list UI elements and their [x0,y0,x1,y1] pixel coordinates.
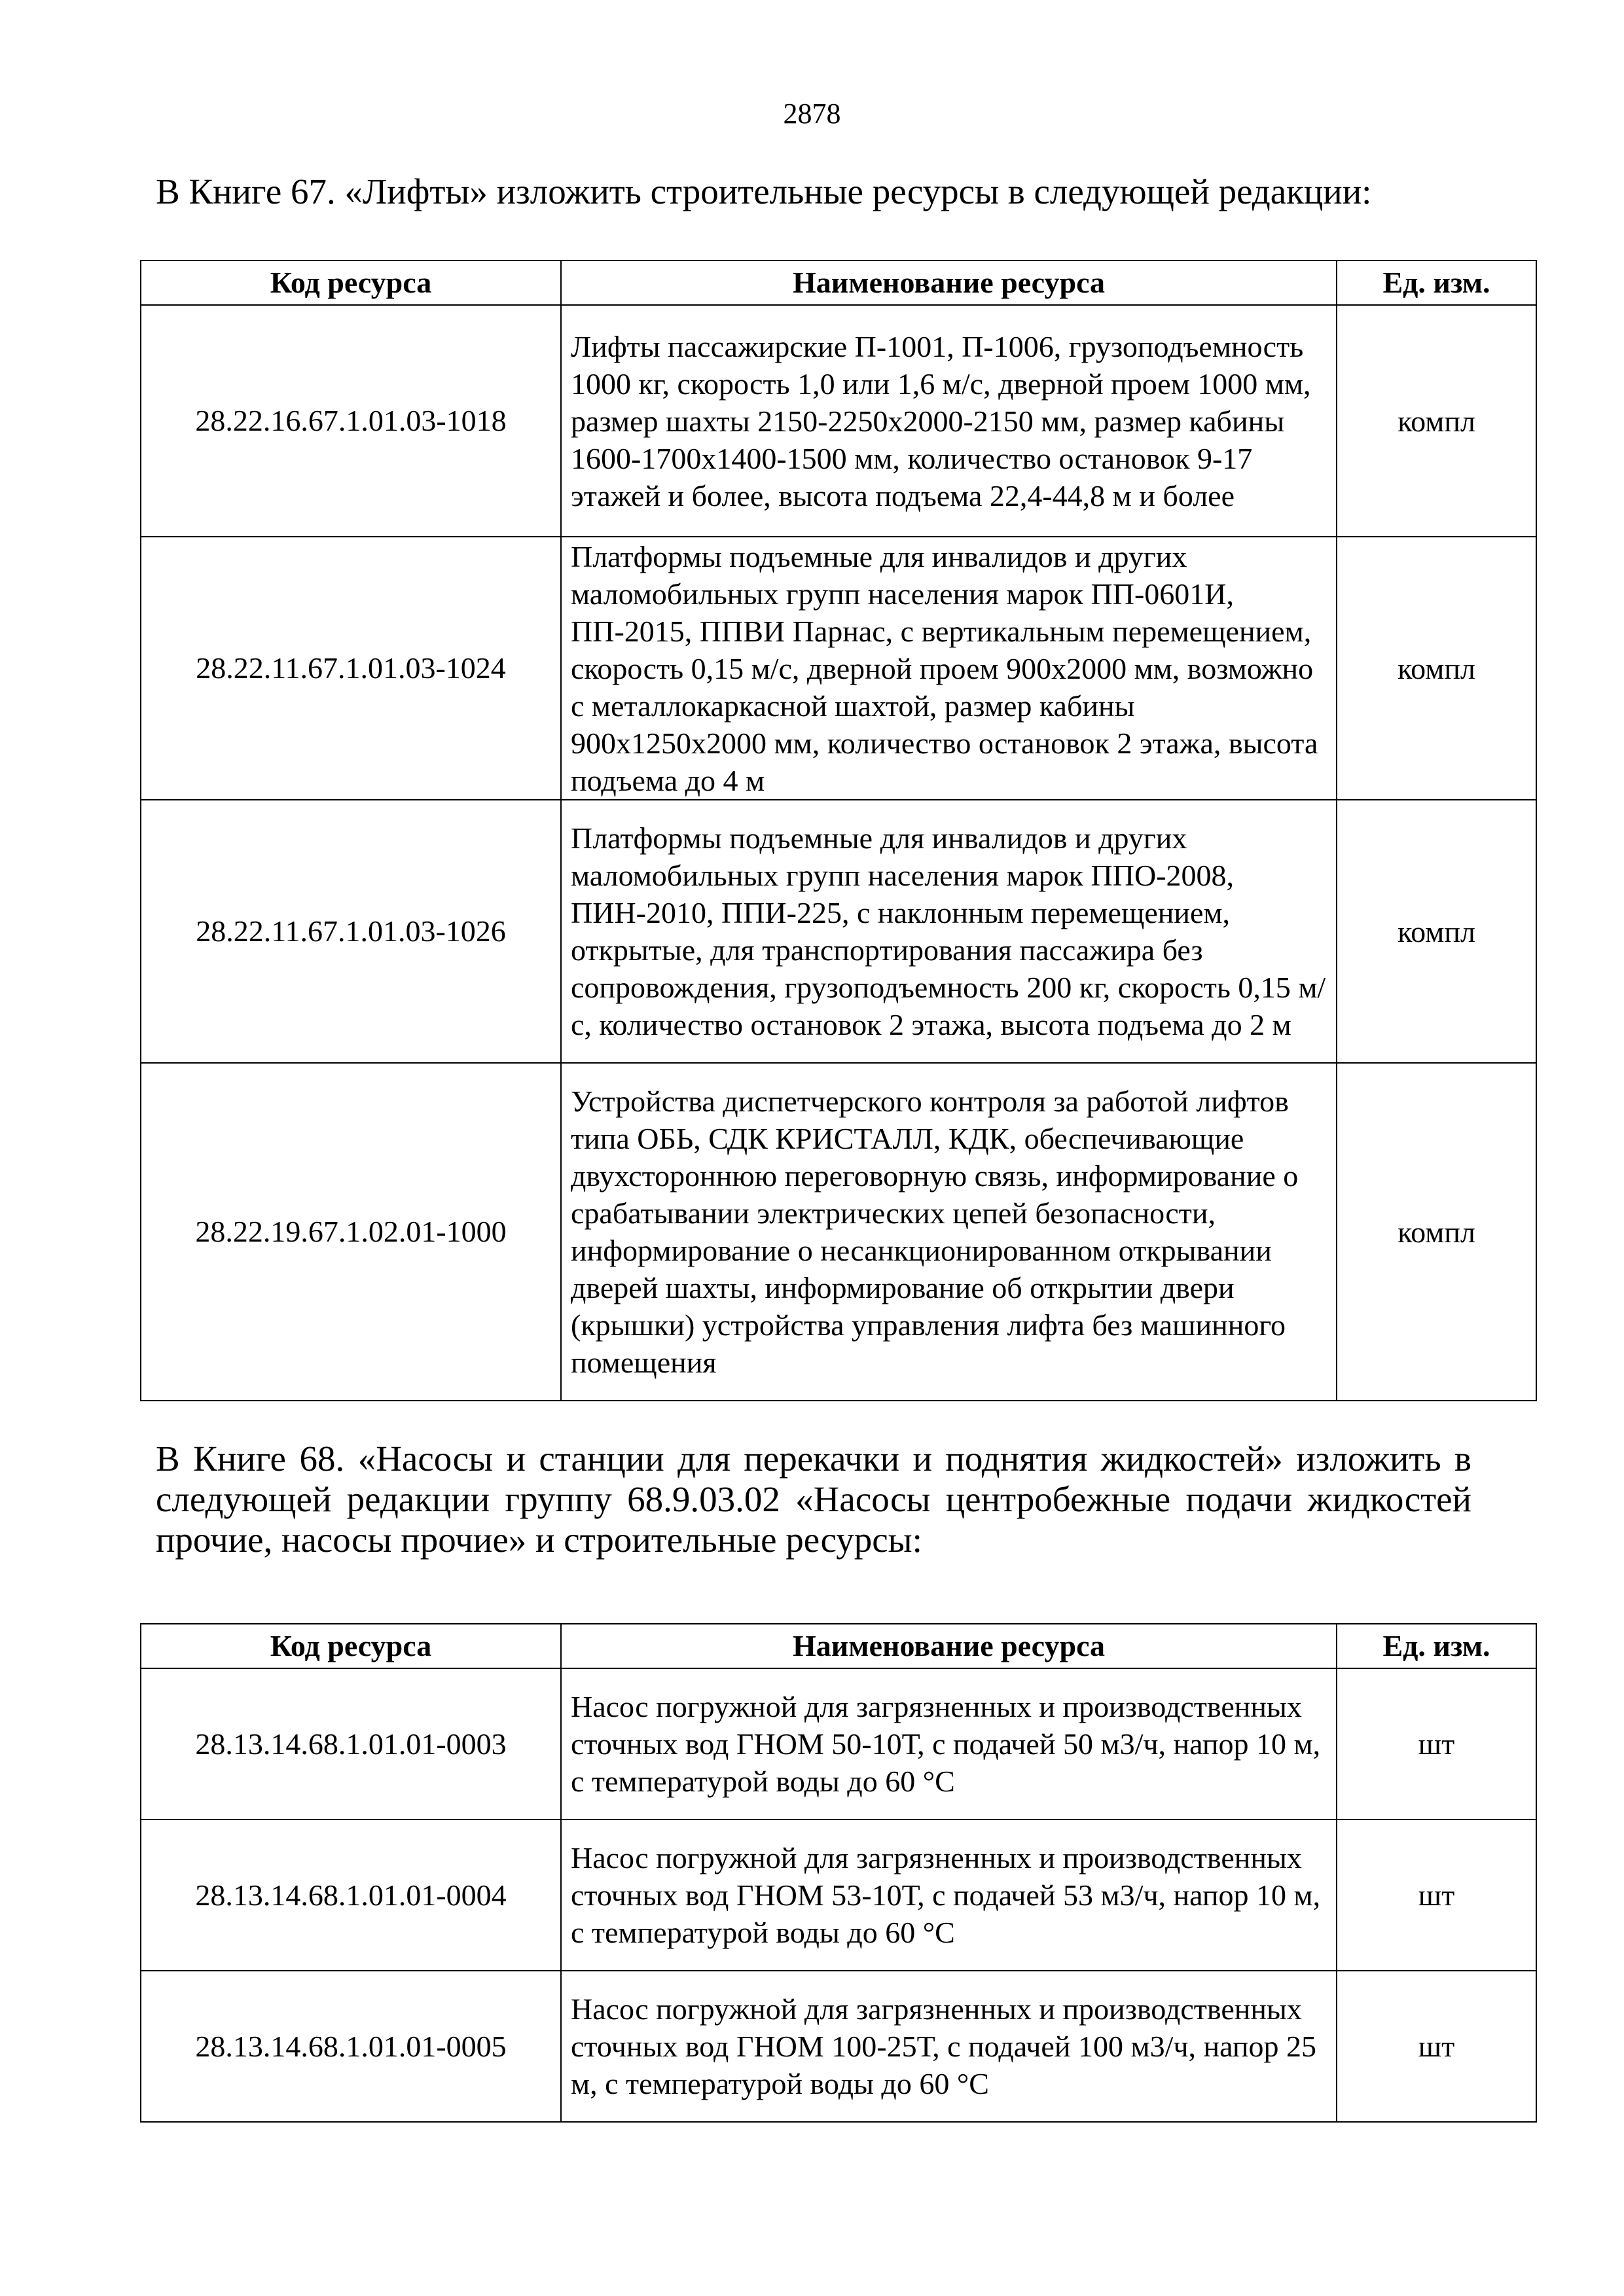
resource-code: 28.22.11.67.1.01.03-1026 [141,800,561,1063]
table-row [141,1668,1536,1820]
table-row [141,1063,1536,1401]
resource-unit: компл [1337,1063,1536,1401]
resource-name: Платформы подъемные для инвалидов и других маломобильных групп населения марок ПП-0601И, ПП-2015, ППВИ Парнас, с вертикальным перемещением, скорость 0,15 м/с, дверной проем 900х2000 мм, возможно с металлокаркасной шахтой, размер кабины 900х1250х2000 мм, количество остановок 2 этажа, высота подъема до 4 м [561,537,1337,800]
resource-name: Насос погружной для загрязненных и производственных сточных вод ГНОМ 100-25Т, с подачей 100 м3/ч, напор 25 м, с температурой воды до 60 °С [561,1971,1337,2122]
resource-code: 28.22.16.67.1.01.03-1018 [141,305,561,537]
resource-unit: шт [1337,1971,1536,2122]
resource-name: Устройства диспетчерского контроля за работой лифтов типа ОБЬ, СДК КРИСТАЛЛ, КДК, обеспечивающие двухстороннюю переговорную связь, информирование о срабатывании электрических цепей безопасности, информирование о несанкционированном открывании дверей шахты, информирование об открытии двери (крышки) устройства управления лифта без машинного помещения [561,1063,1337,1401]
section1-intro: В Книге 67. «Лифты» изложить строительные ресурсы в следующей редакции: [156,171,1372,211]
resource-unit: шт [1337,1820,1536,1971]
resource-name: Лифты пассажирские П-1001, П-1006, грузоподъемность 1000 кг, скорость 1,0 или 1,6 м/с, дверной проем 1000 мм, размер шахты 2150-2250х2000-2150 мм, размер кабины 1600-1700х1400-1500 мм, количество остановок 9-17 этажей и более, высота подъема 22,4-44,8 м и более [561,305,1337,537]
resource-code: 28.22.11.67.1.01.03-1024 [141,537,561,800]
resource-name: Платформы подъемные для инвалидов и других маломобильных групп населения марок ППО-2008, ПИН-2010, ППИ-225, с наклонным перемещением, открытые, для транспортирования пассажира без сопровождения, грузоподъемность 200 кг, скорость 0,15 м/с, количество остановок 2 этажа, высота подъема до 2 м [561,800,1337,1063]
resource-name: Насос погружной для загрязненных и производственных сточных вод ГНОМ 53-10Т, с подачей 53 м3/ч, напор 10 м, с температурой воды до 60 °С [561,1820,1337,1971]
resource-unit: компл [1337,800,1536,1063]
table-row [141,1971,1536,2122]
pumps-resource-table [140,1623,1537,2123]
resource-unit: компл [1337,305,1536,537]
header-code: Код ресурса [141,1624,561,1668]
header-name: Наименование ресурса [561,1624,1337,1668]
table-header-row [141,260,1536,305]
resource-code: 28.22.19.67.1.02.01-1000 [141,1063,561,1401]
lifts-resource-table [140,260,1537,1401]
resource-code: 28.13.14.68.1.01.01-0004 [141,1820,561,1971]
resource-code: 28.13.14.68.1.01.01-0003 [141,1668,561,1820]
table-row [141,305,1536,537]
header-unit: Ед. изм. [1337,260,1536,305]
header-name: Наименование ресурса [561,260,1337,305]
table-row [141,800,1536,1063]
resource-name: Насос погружной для загрязненных и производственных сточных вод ГНОМ 50-10Т, с подачей 50 м3/ч, напор 10 м, с температурой воды до 60 °С [561,1668,1337,1820]
page-number: 2878 [783,98,841,130]
header-unit: Ед. изм. [1337,1624,1536,1668]
section2-intro: В Книге 68. «Насосы и станции для перекачки и поднятия жидкостей» изложить в следующей редакции группу 68.9.03.02 «Насосы центробежные подачи жидкостей прочие, насосы прочие» и строительные ресурсы: [156,1439,1471,1560]
table-header-row [141,1624,1536,1668]
resource-unit: шт [1337,1668,1536,1820]
table-row [141,537,1536,800]
resource-code: 28.13.14.68.1.01.01-0005 [141,1971,561,2122]
header-code: Код ресурса [141,260,561,305]
resource-unit: компл [1337,537,1536,800]
table-row [141,1820,1536,1971]
